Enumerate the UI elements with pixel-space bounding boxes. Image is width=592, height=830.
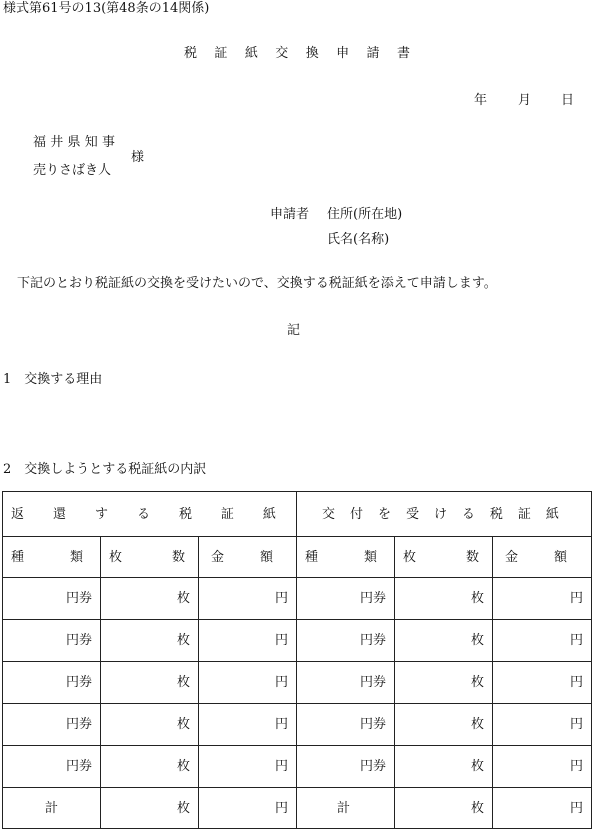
applicant-label: 申請者 — [270, 207, 310, 222]
title-char: 紙 — [244, 46, 258, 61]
ticket-unit: 円券 — [65, 591, 92, 606]
date-year: 年 — [474, 93, 488, 108]
date-month: 月 — [518, 93, 532, 108]
group-return — [3, 492, 297, 537]
group-receive-char: 税 — [489, 506, 503, 522]
title-char: 税 — [184, 46, 198, 61]
receive-ticket-unit-cell[interactable] — [297, 662, 395, 704]
addressee-governor — [33, 136, 115, 149]
return-count-unit-cell[interactable] — [101, 662, 199, 704]
total-yen-unit: 円 — [570, 800, 584, 816]
title-char: 換 — [305, 46, 319, 61]
ticket-unit: 円券 — [65, 717, 92, 732]
return-count-unit-cell[interactable] — [101, 704, 199, 746]
addressee-governor-char: 事 — [101, 135, 115, 150]
count-unit: 枚 — [470, 633, 484, 648]
receive-yen-unit-cell[interactable] — [493, 704, 592, 746]
yen-unit: 円 — [570, 591, 584, 606]
applicant-address: 住所(所在地) — [327, 207, 403, 222]
return-count-unit-cell[interactable] — [101, 746, 199, 788]
addressee-governor-char: 県 — [67, 135, 81, 150]
column-header-char: 数 — [171, 549, 185, 565]
column-header-count — [395, 537, 493, 578]
column-header-char: 金 — [211, 549, 225, 565]
group-receive-char: を — [377, 506, 391, 522]
receive-count-unit-cell[interactable] — [395, 578, 493, 620]
total-count-unit: 枚 — [470, 800, 484, 816]
column-header-row — [3, 537, 592, 578]
receive-count-unit-cell[interactable] — [395, 704, 493, 746]
total-yen-unit: 円 — [274, 800, 288, 816]
column-header-char: 額 — [259, 549, 273, 565]
receive-yen-unit-cell[interactable] — [493, 746, 592, 788]
receive-ticket-unit-cell[interactable] — [297, 620, 395, 662]
receive-yen-unit-cell[interactable] — [493, 662, 592, 704]
group-receive-char: 交 — [322, 506, 336, 522]
section-1-heading: 1 交換する理由 — [3, 372, 103, 387]
title-char: 書 — [396, 46, 410, 61]
count-unit: 枚 — [176, 675, 190, 690]
receive-total-count-unit-cell[interactable] — [395, 788, 493, 829]
ki-heading: 記 — [287, 323, 301, 338]
column-header-char: 類 — [69, 549, 83, 565]
addressee-governor-char: 井 — [50, 135, 64, 150]
count-unit: 枚 — [470, 759, 484, 774]
column-header-kind — [297, 537, 395, 578]
yen-unit: 円 — [274, 759, 288, 774]
group-receive-char: 紙 — [545, 506, 559, 522]
receive-count-unit-cell[interactable] — [395, 746, 493, 788]
receive-yen-unit-cell[interactable] — [493, 620, 592, 662]
group-receive-char: け — [433, 506, 447, 522]
group-receive — [297, 492, 592, 537]
addressee-governor-char: 福 — [33, 135, 47, 150]
receive-total-yen-unit-cell[interactable] — [493, 788, 592, 829]
count-unit: 枚 — [176, 759, 190, 774]
title-char: 申 — [336, 46, 350, 61]
column-header-char: 種 — [305, 549, 319, 565]
receive-count-unit-cell[interactable] — [395, 620, 493, 662]
return-ticket-unit-cell[interactable] — [3, 578, 101, 620]
yen-unit: 円 — [274, 675, 288, 690]
table-row — [3, 662, 592, 704]
document-title — [184, 47, 410, 60]
return-ticket-unit-cell[interactable] — [3, 746, 101, 788]
ticket-unit: 円券 — [65, 633, 92, 648]
receive-ticket-unit-cell[interactable] — [297, 746, 395, 788]
column-header-amount — [493, 537, 592, 578]
return-ticket-unit-cell[interactable] — [3, 620, 101, 662]
section-2-heading: 2 交換しようとする税証紙の内訳 — [3, 462, 207, 477]
count-unit: 枚 — [470, 675, 484, 690]
body-text: 下記のとおり税証紙の交換を受けたいので、交換する税証紙を添えて申請します。 — [17, 276, 497, 291]
table-row — [3, 704, 592, 746]
return-yen-unit-cell[interactable] — [199, 704, 297, 746]
return-yen-unit-cell[interactable] — [199, 578, 297, 620]
column-header-char: 数 — [465, 549, 479, 565]
group-receive-char: 証 — [517, 506, 531, 522]
yen-unit: 円 — [274, 717, 288, 732]
group-return-char: 還 — [52, 506, 66, 522]
column-header-char: 額 — [553, 549, 567, 565]
title-char: 証 — [214, 46, 228, 61]
addressee-governor-char: 知 — [84, 135, 98, 150]
group-return-char: 税 — [178, 506, 192, 522]
yen-unit: 円 — [570, 759, 584, 774]
group-receive-char: 付 — [349, 506, 363, 522]
column-header-amount — [199, 537, 297, 578]
total-row — [3, 788, 592, 829]
table-row — [3, 620, 592, 662]
addressee-honorific: 様 — [131, 150, 145, 165]
group-receive-char: る — [461, 506, 475, 522]
yen-unit: 円 — [570, 633, 584, 648]
ticket-unit: 円券 — [359, 675, 386, 690]
return-total-label-cell — [3, 788, 101, 829]
count-unit: 枚 — [176, 591, 190, 606]
table-row — [3, 578, 592, 620]
yen-unit: 円 — [274, 591, 288, 606]
return-yen-unit-cell[interactable] — [199, 620, 297, 662]
ticket-unit: 円券 — [359, 591, 386, 606]
column-header-char: 金 — [505, 549, 519, 565]
group-return-char: す — [94, 506, 108, 522]
group-return-char: 紙 — [262, 506, 276, 522]
receive-ticket-unit-cell[interactable] — [297, 704, 395, 746]
receive-ticket-unit-cell[interactable] — [297, 578, 395, 620]
count-unit: 枚 — [176, 633, 190, 648]
return-yen-unit-cell[interactable] — [199, 662, 297, 704]
ticket-unit: 円券 — [65, 675, 92, 690]
count-unit: 枚 — [470, 717, 484, 732]
return-ticket-unit-cell[interactable] — [3, 704, 101, 746]
yen-unit: 円 — [274, 633, 288, 648]
total-count-unit: 枚 — [176, 800, 190, 816]
form-number: 様式第61号の13(第48条の14関係) — [3, 1, 210, 16]
return-ticket-unit-cell[interactable] — [3, 662, 101, 704]
title-char: 請 — [366, 46, 380, 61]
receive-total-label-cell — [297, 788, 395, 829]
count-unit: 枚 — [470, 591, 484, 606]
column-header-count — [101, 537, 199, 578]
receive-count-unit-cell[interactable] — [395, 662, 493, 704]
title-char: 交 — [275, 46, 289, 61]
addressee-seller: 売りさばき人 — [33, 163, 112, 178]
return-total-yen-unit-cell[interactable] — [199, 788, 297, 829]
group-return-char: る — [136, 506, 150, 522]
group-header-row — [3, 492, 592, 537]
return-count-unit-cell[interactable] — [101, 578, 199, 620]
ticket-unit: 円券 — [359, 759, 386, 774]
total-label: 計 — [45, 800, 59, 816]
stamp-breakdown-table — [2, 491, 592, 829]
receive-yen-unit-cell[interactable] — [493, 578, 592, 620]
group-return-char: 返 — [11, 506, 25, 522]
group-receive-char: 受 — [405, 506, 419, 522]
yen-unit: 円 — [570, 675, 584, 690]
ticket-unit: 円券 — [359, 633, 386, 648]
count-unit: 枚 — [176, 717, 190, 732]
total-label: 計 — [337, 800, 351, 816]
group-return-char: 証 — [220, 506, 234, 522]
column-header-char: 種 — [11, 549, 25, 565]
ticket-unit: 円券 — [359, 717, 386, 732]
column-header-char: 枚 — [403, 549, 417, 565]
column-header-char: 枚 — [109, 549, 123, 565]
yen-unit: 円 — [570, 717, 584, 732]
ticket-unit: 円券 — [65, 759, 92, 774]
table-row — [3, 746, 592, 788]
return-total-count-unit-cell[interactable] — [101, 788, 199, 829]
return-count-unit-cell[interactable] — [101, 620, 199, 662]
date-day: 日 — [561, 93, 575, 108]
return-yen-unit-cell[interactable] — [199, 746, 297, 788]
column-header-kind — [3, 537, 101, 578]
column-header-char: 類 — [363, 549, 377, 565]
applicant-name: 氏名(名称) — [327, 232, 390, 247]
